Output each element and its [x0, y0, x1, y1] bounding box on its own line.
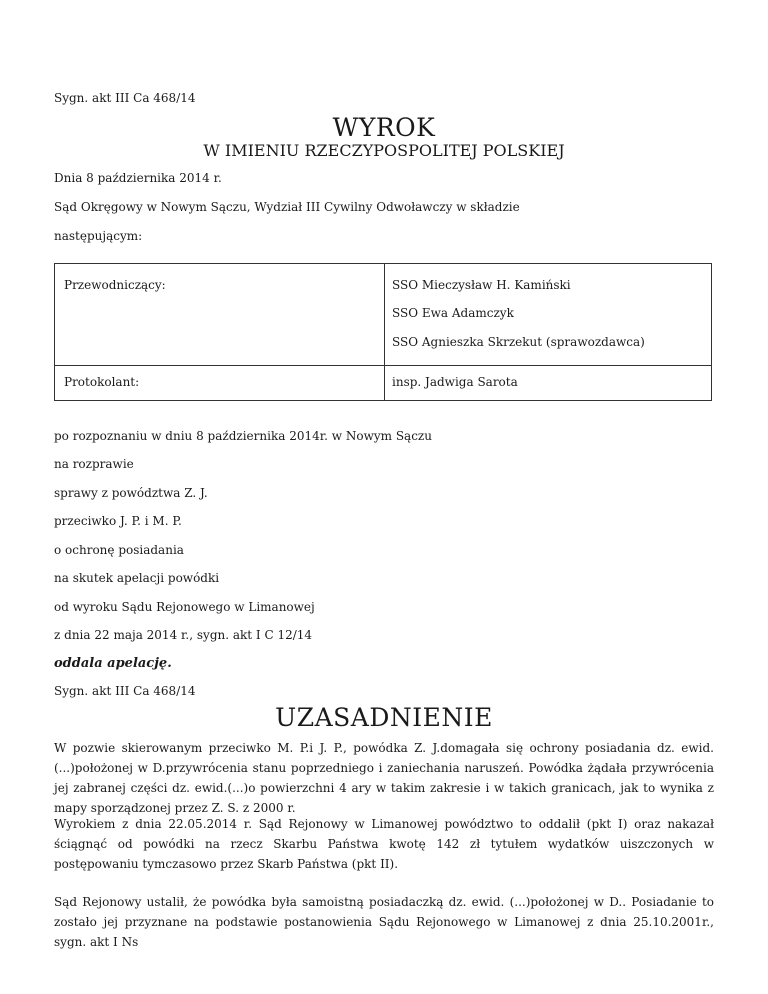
case-reference: Sygn. akt III Ca 468/14	[54, 684, 196, 698]
judge-name: SSO Agnieszka Skrzekut (sprawozdawca)	[392, 335, 645, 349]
judge-name: SSO Ewa Adamczyk	[392, 306, 514, 320]
proceedings-line: od wyroku Sądu Rejonowego w Limanowej	[54, 600, 315, 614]
court-line-continued: następującym:	[54, 229, 143, 243]
proceedings-line: na rozprawie	[54, 457, 134, 471]
proceedings-line: na skutek apelacji powódki	[54, 571, 220, 585]
proceedings-line: po rozpoznaniu w dniu 8 października 2014r. w Nowym Sączu	[54, 429, 432, 443]
document-subtitle: W IMIENIU RZECZYPOSPOLITEJ POLSKIEJ	[203, 141, 565, 160]
proceedings-line: z dnia 22 maja 2014 r., sygn. akt I C 12/14	[54, 628, 313, 642]
justification-paragraph: Wyrokiem z dnia 22.05.2014 r. Sąd Rejonowy w Limanowej powództwo to oddalił (pkt I) oraz nakazał ściągnąć od powódki na rzecz Skarbu Państwa kwotę 142 zł tytułem wydatków uiszczonych w postępowaniu tymczasowo przez Skarb Państwa (pkt II).	[54, 817, 714, 871]
proceedings-line: o ochronę posiadania	[54, 543, 184, 557]
clerk-name: insp. Jadwiga Sarota	[392, 375, 518, 389]
presiding-label: Przewodniczący:	[64, 278, 166, 292]
court-composition-table	[54, 263, 712, 401]
justification-paragraph: Sąd Rejonowy ustalił, że powódka była samoistną posiadaczką dz. ewid. (...)położonej w D.. Posiadanie to zostało jej przyznane na podstawie postanowienia Sądu Rejonowego w Limanowej z dnia 25.10.2001r., sygn. akt I Ns	[54, 895, 714, 949]
table-divider	[384, 264, 385, 400]
justification-title: UZASADNIENIE	[275, 703, 493, 732]
table-divider	[55, 365, 711, 366]
clerk-label: Protokolant:	[64, 375, 140, 389]
document-title: WYROK	[332, 113, 436, 142]
date-line: Dnia 8 października 2014 r.	[54, 171, 222, 185]
verdict: oddala apelację.	[54, 656, 172, 671]
proceedings-line: przeciwko J. P. i M. P.	[54, 514, 182, 528]
case-reference: Sygn. akt III Ca 468/14	[54, 91, 196, 105]
proceedings-line: sprawy z powództwa Z. J.	[54, 486, 208, 500]
justification-paragraph: W pozwie skierowanym przeciwko M. P.i J. P., powódka Z. J.domagała się ochrony posiadania dz. ewid. (...)położonej w D.przywrócenia stanu poprzedniego i zaniechania naruszeń. Powódka żądała przywrócenia jej zabranej części dz. ewid.(...)o powierzchni 4 ary w takim zakresie i w takich granicach, jak to wynika z mapy sporządzonej przez Z. S. z 2000 r.	[54, 741, 714, 815]
judge-name: SSO Mieczysław H. Kamiński	[392, 278, 571, 292]
court-line: Sąd Okręgowy w Nowym Sączu, Wydział III Cywilny Odwoławczy w składzie	[54, 200, 520, 214]
